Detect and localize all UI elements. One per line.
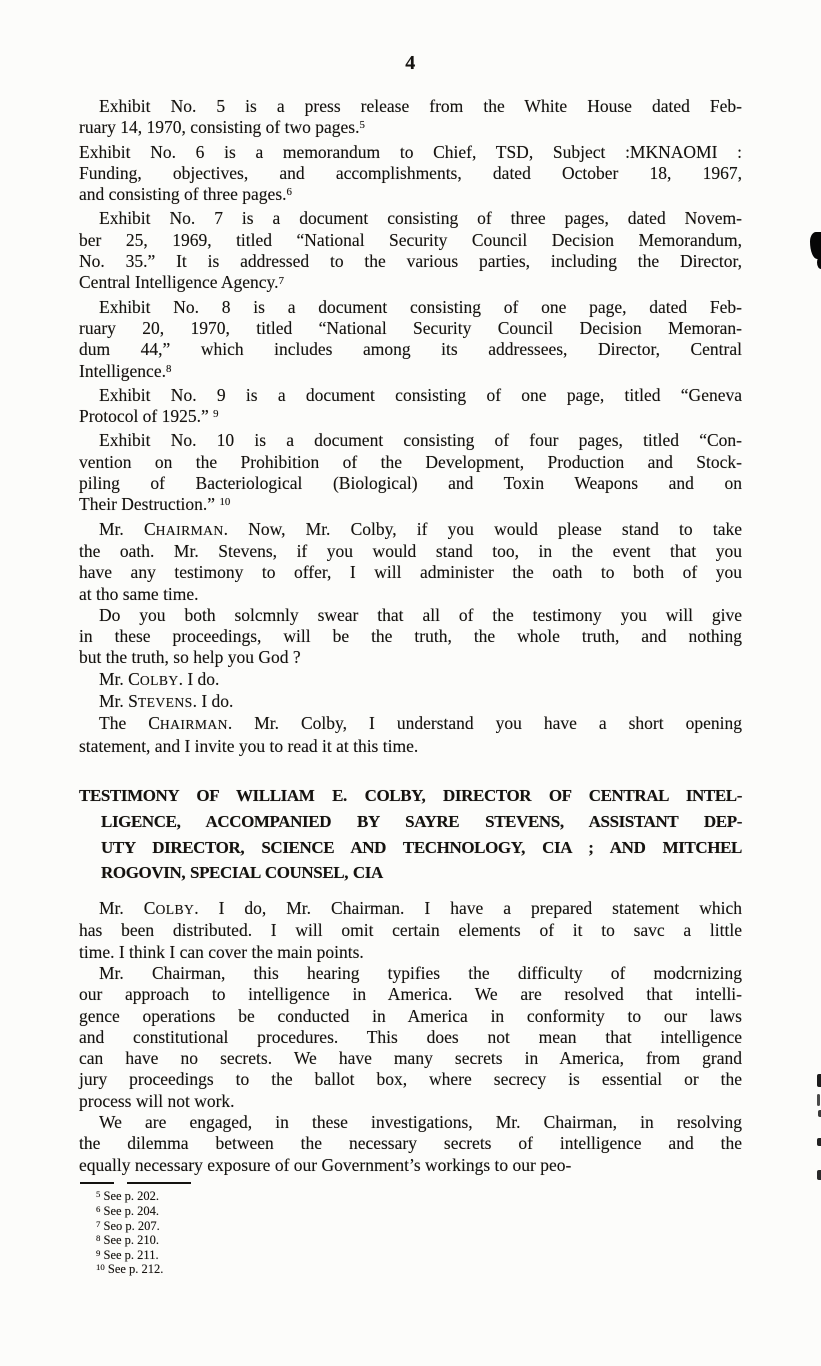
heading-line: LIGENCE, ACCOMPANIED BY SAYRE STEVENS, ASSISTANT DEP-	[101, 811, 742, 831]
text-line: our approach to intelligence in America. We are resolved that intelli-	[79, 984, 742, 1005]
footnote-rule-segment	[127, 1182, 191, 1185]
text-line: and consisting of three pages.$^6$	[79, 184, 292, 205]
text-line: in these proceedings, will be the truth, the whole truth, and nothing	[79, 626, 742, 647]
text-line: Mr. CHAIRMAN. Now, Mr. Colby, if you would please stand to take	[99, 518, 742, 539]
paragraph	[79, 713, 742, 757]
text-line: Exhibit No. 7 is a document consisting of three pages, dated Novem-	[99, 208, 742, 229]
scan-artifact-mark	[817, 1094, 820, 1106]
testimony-heading	[79, 783, 742, 886]
text-line: Exhibit No. 9 is a document consisting of one page, titled “Geneva	[99, 384, 742, 405]
paragraph	[79, 96, 742, 142]
text-line: but the truth, so help you God ?	[79, 647, 301, 668]
footnote-item: $^6$ See p. 204.	[96, 1203, 160, 1219]
text-line: We are engaged, in these investigations, Mr. Chairman, in resolving	[99, 1112, 742, 1133]
text-line: ruary 20, 1970, titled “National Security Council Decision Memoran-	[79, 317, 742, 338]
heading-line: UTY DIRECTOR, SCIENCE AND TECHNOLOGY, CIA ; AND MITCHEL	[101, 837, 742, 857]
footnote-item: $^{10}$ See p. 212.	[96, 1262, 164, 1277]
paragraph	[79, 605, 742, 669]
footnote-ref: 8	[165, 362, 172, 375]
text-line: The CHAIRMAN. Mr. Colby, I understand you have a short opening	[99, 713, 742, 734]
text-line: Do you both solcmnly swear that all of the testimony you will give	[99, 604, 742, 625]
text-line: Mr. Chairman, this hearing typifies the difficulty of modcrnizing	[99, 962, 742, 983]
paragraph	[79, 385, 742, 431]
page-number: 4	[405, 52, 416, 74]
small-caps-name: TEVENS	[137, 695, 193, 711]
text-line: the dilemma between the necessary secrets of intelligence and the	[79, 1133, 742, 1154]
paragraph	[79, 963, 742, 1112]
small-caps-name: OLBY	[155, 902, 195, 918]
text-line: can have no secrets. We have many secrets in America, from grand	[79, 1048, 742, 1069]
footnote-item: $^7$ Seo p. 207.	[96, 1218, 160, 1233]
paragraph	[79, 1112, 742, 1176]
footnote-ref: 5	[359, 119, 365, 132]
footnote-marker: 10	[96, 1262, 105, 1273]
text-line: equally necessary exposure of our Government’s workings to our peo-	[79, 1154, 572, 1175]
text-line: Funding, objectives, and accomplishments, dated October 18, 1967,	[79, 162, 742, 183]
text-line: have any testimony to offer, I will administer the oath to both of you	[79, 562, 742, 583]
paragraph	[79, 898, 742, 963]
heading-line: TESTIMONY OF WILLIAM E. COLBY, DIRECTOR OF CENTRAL INTEL-	[79, 785, 742, 805]
footnote-marker: 5	[96, 1189, 101, 1200]
text-line: at tho same time.	[79, 583, 199, 604]
text-line: Mr. STEVENS. I do.	[99, 691, 234, 712]
text-line: Exhibit No. 6 is a memorandum to Chief, TSD, Subject :MKNAOMI :	[79, 141, 742, 162]
text-line: Their Destruction.” $^{10}$	[79, 494, 231, 515]
footnote-marker: 6	[96, 1203, 101, 1214]
paragraph	[79, 208, 742, 296]
footnote-ref: 10	[219, 496, 231, 509]
heading-line: ROGOVIN, SPECIAL COUNSEL, CIA	[101, 863, 383, 883]
text-line: and constitutional procedures. This does not mean that intelligence	[79, 1026, 742, 1047]
page-body	[79, 96, 742, 1278]
paragraph	[79, 142, 742, 209]
text-line: ruary 14, 1970, consisting of two pages.$^5$	[79, 117, 365, 138]
text-line: Exhibit No. 8 is a document consisting of one page, dated Feb-	[99, 296, 742, 317]
scan-artifact-mark	[817, 1138, 821, 1146]
text-line: process will not work.	[79, 1090, 235, 1111]
footnote-ref: 7	[278, 274, 284, 287]
text-line: Exhibit No. 10 is a document consisting of four pages, titled “Con-	[99, 430, 742, 451]
footnote-ref: 6	[286, 186, 292, 199]
text-line: statement, and I invite you to read it at this time.	[79, 735, 419, 756]
paragraph	[79, 691, 742, 713]
scan-artifact-mark	[817, 1170, 821, 1180]
small-caps-name: HAIRMAN	[155, 522, 224, 538]
scan-artifact-wedge	[810, 232, 821, 259]
text-line: Exhibit No. 5 is a press release from the White House dated Feb-	[99, 96, 742, 116]
scan-artifact-wedge-tail	[817, 256, 821, 269]
small-caps-name: HAIRMAN	[159, 717, 228, 733]
footnote-rule	[80, 1182, 742, 1185]
small-caps-name: OLBY	[139, 672, 179, 688]
text-line: gence operations be conducted in America in conformity to our laws	[79, 1005, 742, 1026]
text-line: ber 25, 1969, titled “National Security Council Decision Memorandum,	[79, 229, 742, 250]
footnote-marker: 7	[96, 1218, 101, 1229]
text-line: Central Intelligence Agency.$^7$	[79, 272, 284, 293]
paragraph	[79, 297, 742, 385]
footnote-item: $^5$ See p. 202.	[96, 1189, 160, 1204]
footnote-marker: 9	[96, 1247, 101, 1258]
text-line: Protocol of 1925.” $^9$	[79, 406, 219, 427]
text-line: dum 44,” which includes among its addressees, Director, Central	[79, 339, 742, 360]
footnote-ref: 9	[213, 408, 219, 421]
text-line: No. 35.” It is addressed to the various parties, including the Director,	[79, 251, 742, 272]
text-line: Intelligence.$^8$	[79, 360, 172, 381]
text-line: the oath. Mr. Stevens, if you would stand too, in the event that you	[79, 540, 742, 561]
paragraph	[79, 430, 742, 518]
footnote-marker: 8	[96, 1233, 101, 1244]
text-line: Mr. COLBY. I do.	[99, 668, 220, 689]
text-line: jury proceedings to the ballot box, where secrecy is essential or the	[79, 1069, 742, 1090]
scan-artifact-mark	[817, 1074, 821, 1087]
text-line: vention on the Prohibition of the Development, Production and Stock-	[79, 451, 742, 472]
text-line: Mr. COLBY. I do, Mr. Chairman. I have a prepared statement which	[99, 898, 742, 919]
footnote-item: $^9$ See p. 211.	[96, 1247, 159, 1262]
footnote-rule-segment	[80, 1182, 114, 1185]
text-line: time. I think I can cover the main points.	[79, 941, 364, 962]
paragraph	[79, 519, 742, 605]
footnotes-section	[79, 1182, 742, 1278]
text-line: piling of Bacteriological (Biological) and Toxin Weapons and on	[79, 473, 742, 494]
footnote-item: $^8$ See p. 210.	[96, 1233, 160, 1248]
text-line: has been distributed. I will omit certain elements of it to savc a little	[79, 920, 742, 941]
paragraph	[79, 669, 742, 691]
